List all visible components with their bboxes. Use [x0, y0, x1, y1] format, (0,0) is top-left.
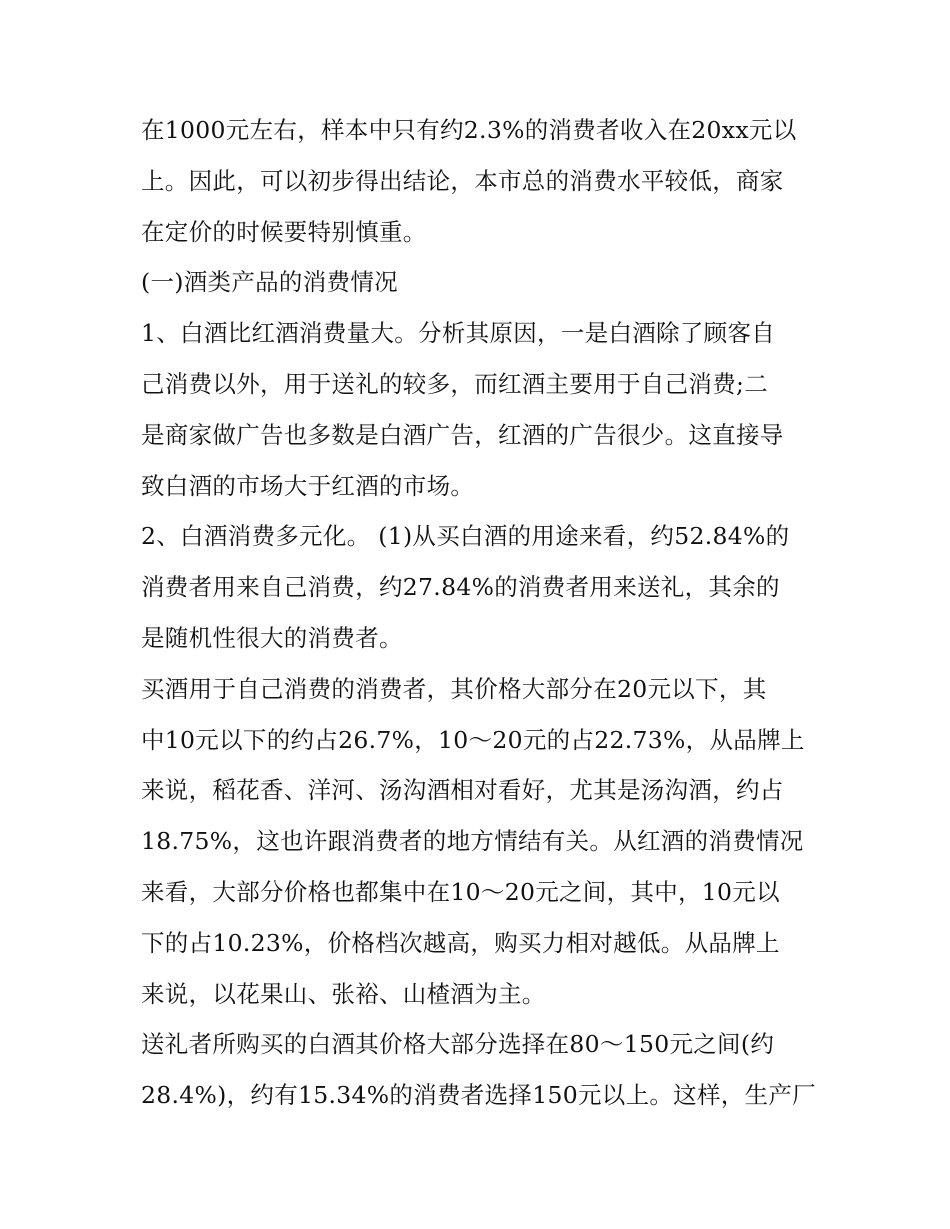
text-line: 2、白酒消费多元化。 (1)从买白酒的用途来看，约52.84%的: [141, 522, 790, 551]
text-line: 1、白酒比红酒消费量大。分析其原因，一是白酒除了顾客自: [141, 319, 776, 348]
text-line: 中10元以下的约占26.7%，10～20元的占22.73%，从品牌上: [141, 725, 805, 754]
document-body: [141, 105, 821, 1121]
text-line: 己消费以外，用于送礼的较多，而红酒主要用于自己消费;二: [141, 369, 769, 398]
text-line: 买酒用于自己消费的消费者，其价格大部分在20元以下，其: [141, 674, 767, 703]
text-line: 来说，稻花香、洋河、汤沟酒相对看好，尤其是汤沟酒，约占: [141, 776, 784, 805]
text-line: 上。因此，可以初步得出结论，本市总的消费水平较低，商家: [141, 166, 784, 195]
text-line: (一)酒类产品的消费情况: [141, 268, 398, 297]
text-line: 下的占10.23%，价格档次越高，购买力相对越低。从品牌上: [141, 928, 780, 957]
text-line: 来说，以花果山、张裕、山楂酒为主。: [141, 979, 546, 1008]
text-line: 是随机性很大的消费者。: [141, 623, 403, 652]
text-line: 28.4%)，约有15.34%的消费者选择150元以上。这样，生产厂: [141, 1081, 816, 1110]
text-line: 消费者用来自己消费，约27.84%的消费者用来送礼，其余的: [141, 573, 780, 602]
text-line: 送礼者所购买的白酒其价格大部分选择在80～150元之间(约: [141, 1030, 775, 1059]
text-line: 在1000元左右，样本中只有约2.3%的消费者收入在20xx元以: [141, 116, 797, 144]
text-line: 致白酒的市场大于红酒的市场。: [141, 471, 475, 500]
text-line: 是商家做广告也多数是白酒广告，红酒的广告很少。这直接导: [141, 420, 784, 449]
text-line: 在定价的时候要特别慎重。: [141, 217, 427, 246]
text-line: 来看，大部分价格也都集中在10～20元之间，其中，10元以: [141, 877, 780, 906]
text-line: 18.75%，这也许跟消费者的地方情结有关。从红酒的消费情况: [141, 827, 804, 856]
